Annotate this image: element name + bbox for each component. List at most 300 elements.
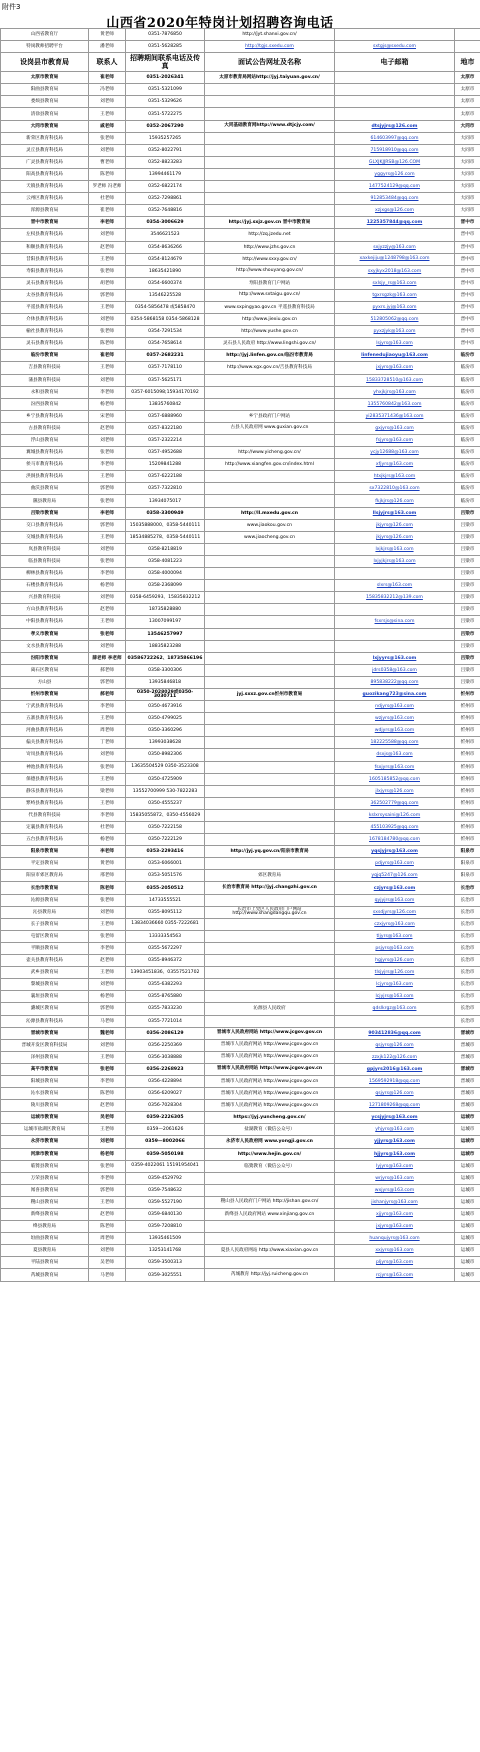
email-cell[interactable]: xfjyrs@163.com [335, 459, 455, 471]
bureau-cell: 蒲县教育科技局 [1, 374, 89, 386]
website-cell[interactable]: 临猗教育（微信公众号） [205, 1160, 335, 1172]
website-cell[interactable] [205, 773, 335, 785]
website-cell[interactable] [205, 761, 335, 773]
website-cell[interactable] [205, 822, 335, 834]
email-cell[interactable]: lxjyyrs@163.com [335, 652, 455, 664]
bureau-cell: 夏县教育局 [1, 1245, 89, 1257]
phone-cell: 0350-4799025 [126, 713, 205, 725]
contact-cell: 张老师 [89, 265, 126, 277]
website-cell[interactable] [205, 1257, 335, 1269]
website-cell[interactable]: https://jyj.yuncheng.gov.cn/ [205, 1112, 335, 1124]
email-cell[interactable]: sxtgjs@sxedu.com [335, 41, 455, 53]
email-cell[interactable]: pyxrs.jyj@163.com [335, 301, 455, 313]
website-cell[interactable] [205, 809, 335, 821]
phone-cell: 0356-7028304 [126, 1100, 205, 1112]
bureau-cell: 襄垣县教育局 [1, 991, 89, 1003]
website-cell[interactable]: www.sxpingyao.gov.cn 平遥县教育科技局 [205, 301, 335, 313]
email-cell[interactable]: 1569592918@qq.com [335, 1075, 455, 1087]
bureau-cell: 云州区教育科技局 [1, 193, 89, 205]
email-cell[interactable]: tgxrsgzk@163.com [335, 289, 455, 301]
email-cell[interactable]: lxjyjkjrs@163.com [335, 555, 455, 567]
email-cell[interactable]: jkjyrs@126.com [335, 519, 455, 531]
email-cell[interactable]: psjyrs@163.com [335, 942, 455, 954]
email-cell[interactable] [335, 229, 455, 241]
phone-cell: 15209841288 [126, 459, 205, 471]
bureau-cell: 绛县教育局 [1, 1221, 89, 1233]
email-cell[interactable]: 1355760842@163.com [335, 398, 455, 410]
website-cell[interactable]: http://www.xiangfen.gov.cn/index.html [205, 459, 335, 471]
website-cell[interactable] [205, 471, 335, 483]
contact-cell: 王老师 [89, 1124, 126, 1136]
bureau-cell: 平陆县教育局 [1, 1257, 89, 1269]
table-row [1, 701, 480, 713]
website-cell[interactable] [205, 664, 335, 676]
email-cell[interactable]: xxjyrs@163.com [335, 1245, 455, 1257]
website-cell[interactable] [205, 1184, 335, 1196]
website-cell[interactable] [205, 737, 335, 749]
website-cell[interactable] [205, 592, 335, 604]
website-cell[interactable] [205, 1221, 335, 1233]
website-cell[interactable] [205, 967, 335, 979]
phone-cell: 0351-5628285 [126, 41, 205, 53]
phone-cell: 0352-8823283 [126, 156, 205, 168]
email-cell[interactable]: yqsjyjrs@163.com [335, 846, 455, 858]
bureau-cell: 宁武县教育科技局 [1, 701, 89, 713]
email-cell[interactable]: ycjy12688@163.com [335, 447, 455, 459]
table-row [1, 374, 480, 386]
email-cell[interactable]: czxjyrs@163.com [335, 918, 455, 930]
bureau-cell: 平顺县教育局 [1, 942, 89, 954]
email-cell[interactable]: 715918910@qq.com [335, 144, 455, 156]
website-cell[interactable] [205, 676, 335, 688]
email-cell[interactable] [335, 640, 455, 652]
city-cell: 晋城市 [455, 1100, 480, 1112]
website-cell[interactable]: 盐湖教育（微信公众号） [205, 1124, 335, 1136]
website-cell[interactable]: http://zq.jzedu.net [205, 229, 335, 241]
bureau-cell: 长子县教育局 [1, 918, 89, 930]
website-cell[interactable]: www.jiaokou.gov.cn [205, 519, 335, 531]
email-cell[interactable]: gpjyrs2016@163.com [335, 1063, 455, 1075]
email-cell[interactable] [335, 96, 455, 108]
email-cell[interactable] [335, 1015, 455, 1027]
email-cell[interactable]: sxyjkyx2018@163.com [335, 265, 455, 277]
email-cell[interactable]: fsjyrs@163.com [335, 435, 455, 447]
email-cell[interactable]: tljyrs@163.com [335, 930, 455, 942]
email-cell[interactable]: sxlsjy_rs@163.com [335, 277, 455, 289]
website-cell[interactable]: http://www.shouyang.gov.cn/ [205, 265, 335, 277]
website-cell[interactable] [205, 168, 335, 180]
website-cell[interactable]: 长治市教育局 http://jyj.changzhi.gov.cn [205, 882, 335, 894]
phone-cell: 0350-4673916 [126, 701, 205, 713]
website-cell[interactable] [205, 193, 335, 205]
table-row [1, 749, 480, 761]
email-cell[interactable]: 512805062@qq.com [335, 314, 455, 326]
city-cell: 吕梁市 [455, 640, 480, 652]
table-row [1, 1003, 480, 1015]
city-cell: 长治市 [455, 942, 480, 954]
phone-cell: 0358-8218819 [126, 543, 205, 555]
email-cell[interactable] [335, 568, 455, 580]
website-cell[interactable] [205, 181, 335, 193]
table-row [1, 410, 480, 422]
table-row [1, 96, 480, 108]
website-cell[interactable]: 晋城市人民政府网站 http://www.jcgov.gov.cn [205, 1063, 335, 1075]
bureau-cell: 潞城区教育局 [1, 1003, 89, 1015]
bureau-cell: 交口县教育科技局 [1, 519, 89, 531]
website-cell[interactable]: 芮城教育 http://jyj.ruicheng.gov.cn [205, 1269, 335, 1281]
email-cell[interactable]: yqjq5247@126.com [335, 870, 455, 882]
email-cell[interactable]: fsxjyrs@163.com [335, 761, 455, 773]
city-cell: 临汾市 [455, 386, 480, 398]
email-cell[interactable]: jxjyrs@163.com [335, 362, 455, 374]
website-cell[interactable] [205, 701, 335, 713]
email-cell[interactable]: wxjyrs@163.com [335, 1184, 455, 1196]
website-cell[interactable]: 沁源县人民政府 [205, 1003, 335, 1015]
website-cell[interactable] [205, 1233, 335, 1245]
email-cell[interactable]: qyjyjrs@163.com [335, 894, 455, 906]
email-cell[interactable]: 903412836@qq.com [335, 1027, 455, 1039]
website-cell[interactable] [205, 749, 335, 761]
website-cell[interactable] [205, 918, 335, 930]
website-cell[interactable] [205, 435, 335, 447]
email-cell[interactable]: ycsjyjrs@163.com [335, 1112, 455, 1124]
website-cell[interactable]: 大同基础教育网http://www.dtjcjy.com/ [205, 120, 335, 132]
contact-cell: 黄老师 [89, 29, 126, 41]
table-row [1, 955, 480, 967]
bureau-cell: 阳泉市教育局 [1, 846, 89, 858]
website-cell[interactable]: 夏县人民政府网站 http://www.xiaxian.gov.cn [205, 1245, 335, 1257]
contact-cell: 王老师 [89, 301, 126, 313]
email-cell[interactable]: xjjyrs@163.com [335, 1209, 455, 1221]
website-cell[interactable] [205, 483, 335, 495]
website-cell[interactable]: 乡宁县政府门户网站 [205, 410, 335, 422]
email-cell[interactable]: wrjyrs@163.com [335, 1172, 455, 1184]
email-cell[interactable]: pljyrs@163.com [335, 1257, 455, 1269]
email-cell[interactable]: 1678184780@qq.com [335, 834, 455, 846]
website-cell[interactable]: http://www.hejin.gov.cn/ [205, 1148, 335, 1160]
city-cell: 晋中市 [455, 301, 480, 313]
email-cell[interactable]: huanqujyrs@163.com [335, 1233, 455, 1245]
website-cell[interactable]: 稷山县人民政府门户网站 http://jishan.gov.cn/ [205, 1196, 335, 1208]
email-cell[interactable]: wdjyrs@163.com [335, 725, 455, 737]
website-cell[interactable] [205, 144, 335, 156]
table-row [1, 1027, 480, 1039]
table-row [1, 120, 480, 132]
email-cell[interactable]: ndjyrs@163.com [335, 701, 455, 713]
email-cell[interactable]: 1271809268@qq.com [335, 1100, 455, 1112]
website-cell[interactable] [205, 834, 335, 846]
city-cell: 吕梁市 [455, 555, 480, 567]
bureau-cell: 阳泉市郊区教育局 [1, 870, 89, 882]
bureau-cell: 河津市教育局 [1, 1148, 89, 1160]
email-cell[interactable]: qdslkrgz@163.com [335, 1003, 455, 1015]
contact-cell: 李老师 [89, 809, 126, 821]
city-cell: 运城市 [455, 1245, 480, 1257]
email-cell[interactable]: rcjyrs@163.com [335, 1269, 455, 1281]
contact-cell: 刘老师 [89, 640, 126, 652]
email-cell[interactable]: xaxkejiju@1248798@163.com [335, 253, 455, 265]
website-cell[interactable] [205, 713, 335, 725]
email-cell[interactable]: pdjyrs@163.com [335, 858, 455, 870]
city-cell: 临汾市 [455, 422, 480, 434]
city-cell: 运城市 [455, 1172, 480, 1184]
website-cell[interactable]: http://jyj.sxjz.gov.cn 晋中市教育局 [205, 217, 335, 229]
bureau-cell: 阳高县教育科技局 [1, 168, 89, 180]
website-cell[interactable]: http://jyt.shanxi.gov.cn/ [205, 29, 335, 41]
email-cell[interactable] [335, 108, 455, 120]
email-cell[interactable]: slxrs@163.com [335, 580, 455, 592]
website-cell[interactable]: http://jyj.linfen.gov.cn/临汾市教育局 [205, 350, 335, 362]
phone-cell: 0359-2226305 [126, 1112, 205, 1124]
email-cell[interactable]: qsjyrs@126.com [335, 1088, 455, 1100]
website-cell[interactable]: http://ll.mxedu.gov.cn [205, 507, 335, 519]
website-cell[interactable] [205, 894, 335, 906]
website-cell[interactable] [205, 84, 335, 96]
website-cell[interactable]: 晋城市人民政府网站 http://www.jcgov.gov.cn [205, 1100, 335, 1112]
email-cell[interactable]: 1477524129@qq.com [335, 181, 455, 193]
city-cell: 大同市 [455, 144, 480, 156]
website-cell[interactable] [205, 398, 335, 410]
website-cell[interactable] [205, 108, 335, 120]
email-cell[interactable]: 362502779@qq.com [335, 797, 455, 809]
website-cell[interactable] [205, 604, 335, 616]
bureau-cell: 灵石县教育科技局 [1, 338, 89, 350]
phone-cell: 13546257997 [126, 628, 205, 640]
website-cell[interactable] [205, 640, 335, 652]
city-cell [455, 41, 480, 53]
email-cell[interactable]: fsxrsjs@sina.com [335, 616, 455, 628]
website-cell[interactable]: http://tgjs.sxedu.com [205, 41, 335, 53]
website-cell[interactable]: 寿阳县教育门户网站 [205, 277, 335, 289]
email-cell[interactable]: sxjyzzjy@163.com [335, 241, 455, 253]
email-cell[interactable]: yggyrs@126.com [335, 168, 455, 180]
email-cell[interactable]: 15835832212@139.com [335, 592, 455, 604]
email-cell[interactable]: jxjyrs@163.com [335, 1221, 455, 1233]
phone-cell: 0350-8982306 [126, 749, 205, 761]
phone-cell: 0357-6222188 [126, 471, 205, 483]
website-cell[interactable] [205, 725, 335, 737]
website-cell[interactable]: http://www.yicheng.gov.cn/ [205, 447, 335, 459]
contact-cell: 崔老师 [89, 205, 126, 217]
website-cell[interactable]: 晋城市人民政府网站 http://www.jcgov.gov.cn [205, 1027, 335, 1039]
city-cell: 忻州市 [455, 797, 480, 809]
contact-cell: 张老师 [89, 930, 126, 942]
website-cell[interactable]: http://www.xgx.gov.cn/吉县教育科技局 [205, 362, 335, 374]
phone-cell: 0351-2026341 [126, 72, 205, 84]
bureau-cell: 太原市教育局 [1, 72, 89, 84]
email-cell[interactable]: linfenedujiaoyu@163.com [335, 350, 455, 362]
email-cell[interactable]: lyjyrs@163.com [335, 1160, 455, 1172]
website-cell[interactable] [205, 628, 335, 640]
city-cell: 临汾市 [455, 471, 480, 483]
city-cell: 阳泉市 [455, 858, 480, 870]
email-cell[interactable]: qsjyrs@126.com [335, 1039, 455, 1051]
email-cell[interactable] [335, 84, 455, 96]
website-cell[interactable]: http://www.yushe.gov.cn [205, 326, 335, 338]
email-cell[interactable]: 895838222@qq.com [335, 676, 455, 688]
website-cell[interactable] [205, 132, 335, 144]
bureau-cell: 古县教育科技局 [1, 422, 89, 434]
email-cell[interactable]: dtsjyjrs@126.com [335, 120, 455, 132]
city-cell: 临汾市 [455, 362, 480, 374]
email-cell[interactable]: xzjxgs@126.com [335, 205, 455, 217]
email-cell[interactable]: yhxjkjrs@163.com [335, 386, 455, 398]
email-cell[interactable]: lxjkjrs@163.com [335, 543, 455, 555]
email-cell[interactable] [335, 29, 455, 41]
email-cell[interactable]: yi2835371436@163.com [335, 410, 455, 422]
website-cell[interactable] [205, 858, 335, 870]
sheet-tag: 附件3 [2, 3, 21, 11]
contact-cell: 郝老师 [89, 688, 126, 700]
website-cell[interactable]: 灵石县人民政府 http://www.lingshi.gov.cn/ [205, 338, 335, 350]
phone-cell: 13007099197 [126, 616, 205, 628]
email-cell[interactable]: 15833728510@163.com [335, 374, 455, 386]
website-cell[interactable] [205, 568, 335, 580]
phone-cell: 18534885278、0358-5440111 [126, 531, 205, 543]
email-cell[interactable]: jdrs0358@163.com [335, 664, 455, 676]
website-cell[interactable]: www.jiaocheng.gov.cn [205, 531, 335, 543]
website-cell[interactable]: jyj.sxxz.gov.cn忻州市教育局 [205, 688, 335, 700]
contact-cell: 杜老师 [89, 193, 126, 205]
email-cell[interactable]: hgjyrs@126.com [335, 955, 455, 967]
email-cell[interactable]: llsjyjrs@163.com [335, 507, 455, 519]
website-cell[interactable]: http://www.jzhs.gov.cn [205, 241, 335, 253]
website-cell[interactable] [205, 580, 335, 592]
contact-cell: 陈老师 [89, 882, 126, 894]
city-cell: 运城市 [455, 1269, 480, 1281]
website-cell[interactable]: 晋城市人民政府网站 http://www.jcgov.gov.cn [205, 1075, 335, 1087]
contact-cell: 周老师 [89, 1233, 126, 1245]
website-cell[interactable] [205, 1172, 335, 1184]
email-cell[interactable]: hjjyrs@163.com [335, 1148, 455, 1160]
email-cell[interactable]: yhjyrs@163.com [335, 1124, 455, 1136]
website-cell[interactable]: 新绛县人民政府网站 www.xinjiang.gov.cn [205, 1209, 335, 1221]
phone-cell: 0356-3038888 [126, 1051, 205, 1063]
email-cell[interactable]: jishanjyrs@163.com [335, 1196, 455, 1208]
website-cell[interactable]: 古县人民政府网 www.guxian.gov.cn [205, 422, 335, 434]
website-cell[interactable] [205, 495, 335, 507]
table-row [1, 495, 480, 507]
website-cell[interactable]: 晋城市人民政府网站 http://www.jcgov.gov.cn [205, 1051, 335, 1063]
website-cell[interactable] [205, 942, 335, 954]
website-cell[interactable]: http://www.sxxy.gov.cn/ [205, 253, 335, 265]
website-cell[interactable] [205, 979, 335, 991]
email-cell[interactable]: 614603997@qq.com [335, 132, 455, 144]
email-cell[interactable] [335, 72, 455, 84]
website-cell[interactable] [205, 797, 335, 809]
website-cell[interactable] [205, 205, 335, 217]
email-cell[interactable]: dsxjs@163.com [335, 749, 455, 761]
email-cell[interactable]: wzjyrs@163.com [335, 713, 455, 725]
bureau-cell: 偏关县教育科技局 [1, 737, 89, 749]
email-cell[interactable]: sxsdjyrs@126.com [335, 906, 455, 918]
city-cell: 长治市 [455, 906, 480, 918]
phone-cell: 0350-7222158 [126, 822, 205, 834]
website-cell[interactable] [205, 1015, 335, 1027]
email-cell[interactable]: 455103925@qq.com [335, 822, 455, 834]
email-cell[interactable]: zzxjk122@126.com [335, 1051, 455, 1063]
email-cell[interactable]: tlsjyjrs@126.com [335, 967, 455, 979]
email-cell[interactable] [335, 604, 455, 616]
website-cell[interactable] [205, 785, 335, 797]
website-cell[interactable]: 郊区教育局 [205, 870, 335, 882]
website-cell[interactable] [205, 616, 335, 628]
bureau-cell: 岢岚县教育科技局 [1, 749, 89, 761]
website-cell[interactable]: http://www.jiexiu.gov.cn [205, 314, 335, 326]
city-cell: 临汾市 [455, 374, 480, 386]
email-cell[interactable]: GLXJKJJRSB@126.COM [335, 156, 455, 168]
phone-cell: 0352-8022791 [126, 144, 205, 156]
email-cell[interactable]: czjyrs@163.com [335, 882, 455, 894]
website-cell[interactable]: http://jyj.yq.gov.cn/阳泉市教育局 [205, 846, 335, 858]
website-cell[interactable]: 晋城市人民政府网站 http://www.jcgov.gov.cn [205, 1088, 335, 1100]
email-cell[interactable]: guozikang723@sina.com [335, 688, 455, 700]
website-cell[interactable] [205, 374, 335, 386]
email-cell[interactable]: pyxzjyk@163.com [335, 326, 455, 338]
contact-cell: 郭老师 [89, 519, 126, 531]
website-cell[interactable] [205, 96, 335, 108]
email-cell[interactable]: 1605185852@qq.com [335, 773, 455, 785]
contact-cell: 刘老师 [89, 144, 126, 156]
email-cell[interactable]: fkjkjrs@126.com [335, 495, 455, 507]
bureau-cell: 高平市教育局 [1, 1063, 89, 1075]
contact-cell: 刘老师 [89, 592, 126, 604]
email-cell[interactable]: jlxjyrs@126.com [335, 785, 455, 797]
email-cell[interactable]: lsjyrs@163.com [335, 338, 455, 350]
table-row [1, 979, 480, 991]
email-cell[interactable]: htxjkjrs@163.com [335, 471, 455, 483]
email-cell[interactable]: lcjyjrs@163.com [335, 991, 455, 1003]
website-cell[interactable] [205, 930, 335, 942]
email-cell[interactable]: sx7322810@163.com [335, 483, 455, 495]
website-cell[interactable] [205, 991, 335, 1003]
table-row [1, 350, 480, 362]
email-cell[interactable]: yjjyrs@163.com [335, 1136, 455, 1148]
website-cell[interactable]: 太原市教育局网站http://jyj.taiyuan.gov.cn/ [205, 72, 335, 84]
email-cell[interactable]: lcjyrs@163.com [335, 979, 455, 991]
contact-cell: 杜老师 [89, 822, 126, 834]
website-cell[interactable]: 长治市上党区人民政府门户网站 http://www.shangdangqu.gov.cn [205, 906, 335, 918]
email-cell[interactable]: 1225357844@qq.com [335, 217, 455, 229]
city-cell: 晋城市 [455, 1051, 480, 1063]
website-cell[interactable]: 永济市人民政府网 www.yongji.gov.cn [205, 1136, 335, 1148]
contact-cell: 刘老师 [89, 435, 126, 447]
contact-cell: 李老师 [89, 1075, 126, 1087]
email-cell[interactable]: jkjyrs@126.com [335, 531, 455, 543]
website-cell[interactable] [205, 555, 335, 567]
contact-cell: 李老师 [89, 568, 126, 580]
website-cell[interactable] [205, 955, 335, 967]
email-cell[interactable]: gxjyrs@163.com [335, 422, 455, 434]
website-cell[interactable] [205, 543, 335, 555]
email-cell[interactable] [335, 628, 455, 640]
website-cell[interactable] [205, 386, 335, 398]
website-cell[interactable] [205, 156, 335, 168]
contact-cell: 赵老师 [89, 1100, 126, 1112]
email-cell[interactable]: 912853484@qq.com [335, 193, 455, 205]
phone-cell: 0357-7322810 [126, 483, 205, 495]
website-cell[interactable]: 晋城市人民政府网站 http://www.jcgov.gov.cn [205, 1039, 335, 1051]
city-cell: 吕梁市 [455, 676, 480, 688]
website-cell[interactable]: http://www.sxtaigu.gov.cn/ [205, 289, 335, 301]
table-row [1, 253, 480, 265]
contact-cell: 陈老师 [89, 1088, 126, 1100]
city-cell: 太原市 [455, 84, 480, 96]
website-cell[interactable] [205, 652, 335, 664]
bureau-cell: 繁峙县教育科技局 [1, 797, 89, 809]
email-cell[interactable]: 182225588@qq.com [335, 737, 455, 749]
email-cell[interactable]: kslxrsysaini@126.com [335, 809, 455, 821]
